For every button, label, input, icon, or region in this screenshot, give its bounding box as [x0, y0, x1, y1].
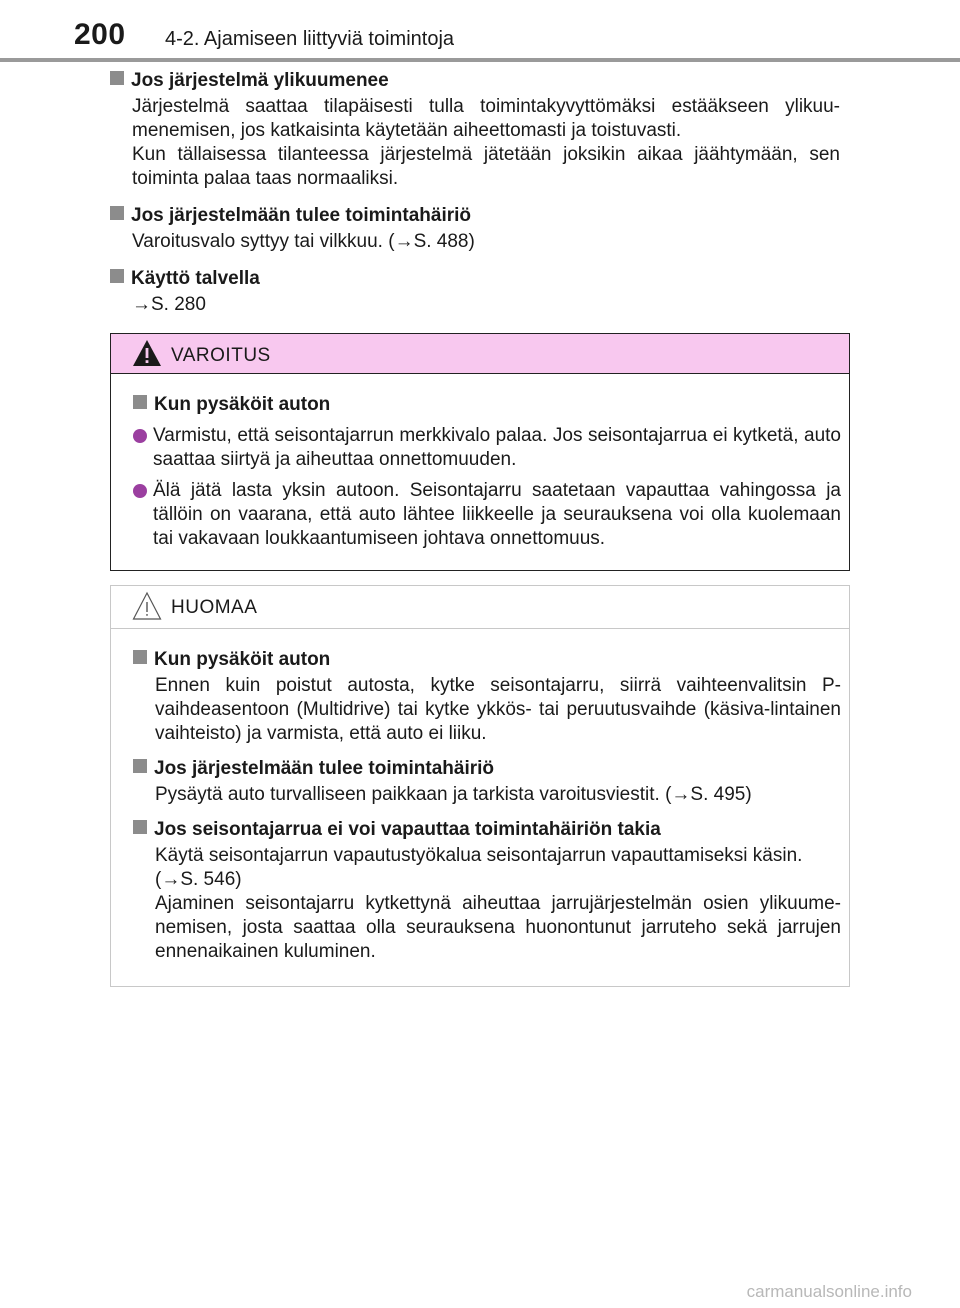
bullet-text: Älä jätä lasta yksin autoon. Seisontajarru saatetaan vapauttaa vahingossa ja tällöin on vaarana, että auto lähtee liikkeelle ja seurauksena voi olla kuolemaan tai vakavaan loukkaantumiseen johtava onnettomuus.	[153, 480, 841, 549]
warning-triangle-icon	[132, 339, 162, 367]
notice-label: HUOMAA	[171, 597, 258, 618]
section-title: Jos järjestelmään tulee toimintahäiriö	[131, 205, 471, 226]
section-title: Jos järjestelmään tulee toimintahäiriö	[154, 758, 494, 779]
intro-section	[110, 68, 840, 191]
caution-triangle-outline-icon	[132, 591, 162, 621]
notice-box	[110, 585, 850, 987]
header-divider	[0, 58, 960, 62]
notice-section	[133, 647, 841, 746]
page-header	[0, 0, 960, 62]
square-bullet-icon	[133, 759, 147, 773]
section-text: Ennen kuin poistut autosta, kytke seisontajarru, siirrä vaihteenvalitsin P-vaihdeasentoon (Multidrive) tai kytke ykkös- tai peruutusvaihde (käsiva-lintainen vaihteisto) ja varmista, että auto ei liiku.	[155, 675, 841, 744]
intro-content	[110, 68, 840, 329]
section-text: Pysäytä auto turvalliseen paikkaan ja tarkista varoitusviestit. (→S. 495)	[155, 784, 752, 805]
section-text: Järjestelmä saattaa tilapäisesti tulla toimintakyvyttömäksi estääkseen ylikuu-menemisen, jos katkaisinta käytetään aiheettomasti ja toistuvasti. Kun tällaisessa tilanteessa järjestelmä jätetään joksikin aikaa jäähtymään, sen toiminta palaa taas normaaliksi.	[132, 96, 840, 189]
section-text: Käytä seisontajarrun vapautustyökalua seisontajarrun vapauttamiseksi käsin. (→S. 546) Ajaminen seisontajarru kytkettynä aiheuttaa jarrujärjestelmän osien ylikuume-nemisen, josta saattaa olla seurauksena huonontunut jarruteho sekä jarrujen ennenaikainen kuluminen.	[155, 845, 841, 962]
page-number: 200	[74, 18, 126, 51]
square-bullet-icon	[110, 206, 124, 220]
bullet-text: Varmistu, että seisontajarrun merkkivalo palaa. Jos seisontajarrua ei kytketä, auto saattaa siirtyä ja aiheuttaa onnettomuuden.	[153, 425, 841, 470]
section-title: Jos seisontajarrua ei voi vapauttaa toimintahäiriön takia	[154, 819, 661, 840]
section-text: →S. 280	[132, 294, 206, 315]
square-bullet-icon	[133, 395, 147, 409]
square-bullet-icon	[110, 71, 124, 85]
section-title: Kun pysäköit auton	[154, 649, 331, 670]
bullet-item	[133, 479, 841, 551]
warning-header	[111, 334, 849, 374]
warning-box	[110, 333, 850, 571]
section-title: Kun pysäköit auton	[154, 394, 331, 415]
chapter-title: 4-2. Ajamiseen liittyviä toimintoja	[165, 28, 455, 50]
intro-section	[110, 203, 840, 254]
square-bullet-icon	[133, 650, 147, 664]
warning-content	[111, 374, 849, 551]
square-bullet-icon	[110, 269, 124, 283]
notice-section	[133, 817, 841, 964]
section-title: Käyttö talvella	[131, 268, 260, 289]
section-title: Jos järjestelmä ylikuumenee	[131, 70, 389, 91]
notice-section	[133, 756, 841, 807]
square-bullet-icon	[133, 820, 147, 834]
circle-bullet-icon	[133, 429, 147, 443]
notice-content	[111, 629, 849, 964]
warning-label: VAROITUS	[171, 345, 271, 366]
watermark-text: carmanualsonline.info	[746, 1282, 912, 1301]
intro-section	[110, 266, 840, 317]
bullet-item	[133, 424, 841, 472]
circle-bullet-icon	[133, 484, 147, 498]
section-text: Varoitusvalo syttyy tai vilkkuu. (→S. 488)	[132, 231, 475, 252]
notice-header	[111, 586, 849, 629]
